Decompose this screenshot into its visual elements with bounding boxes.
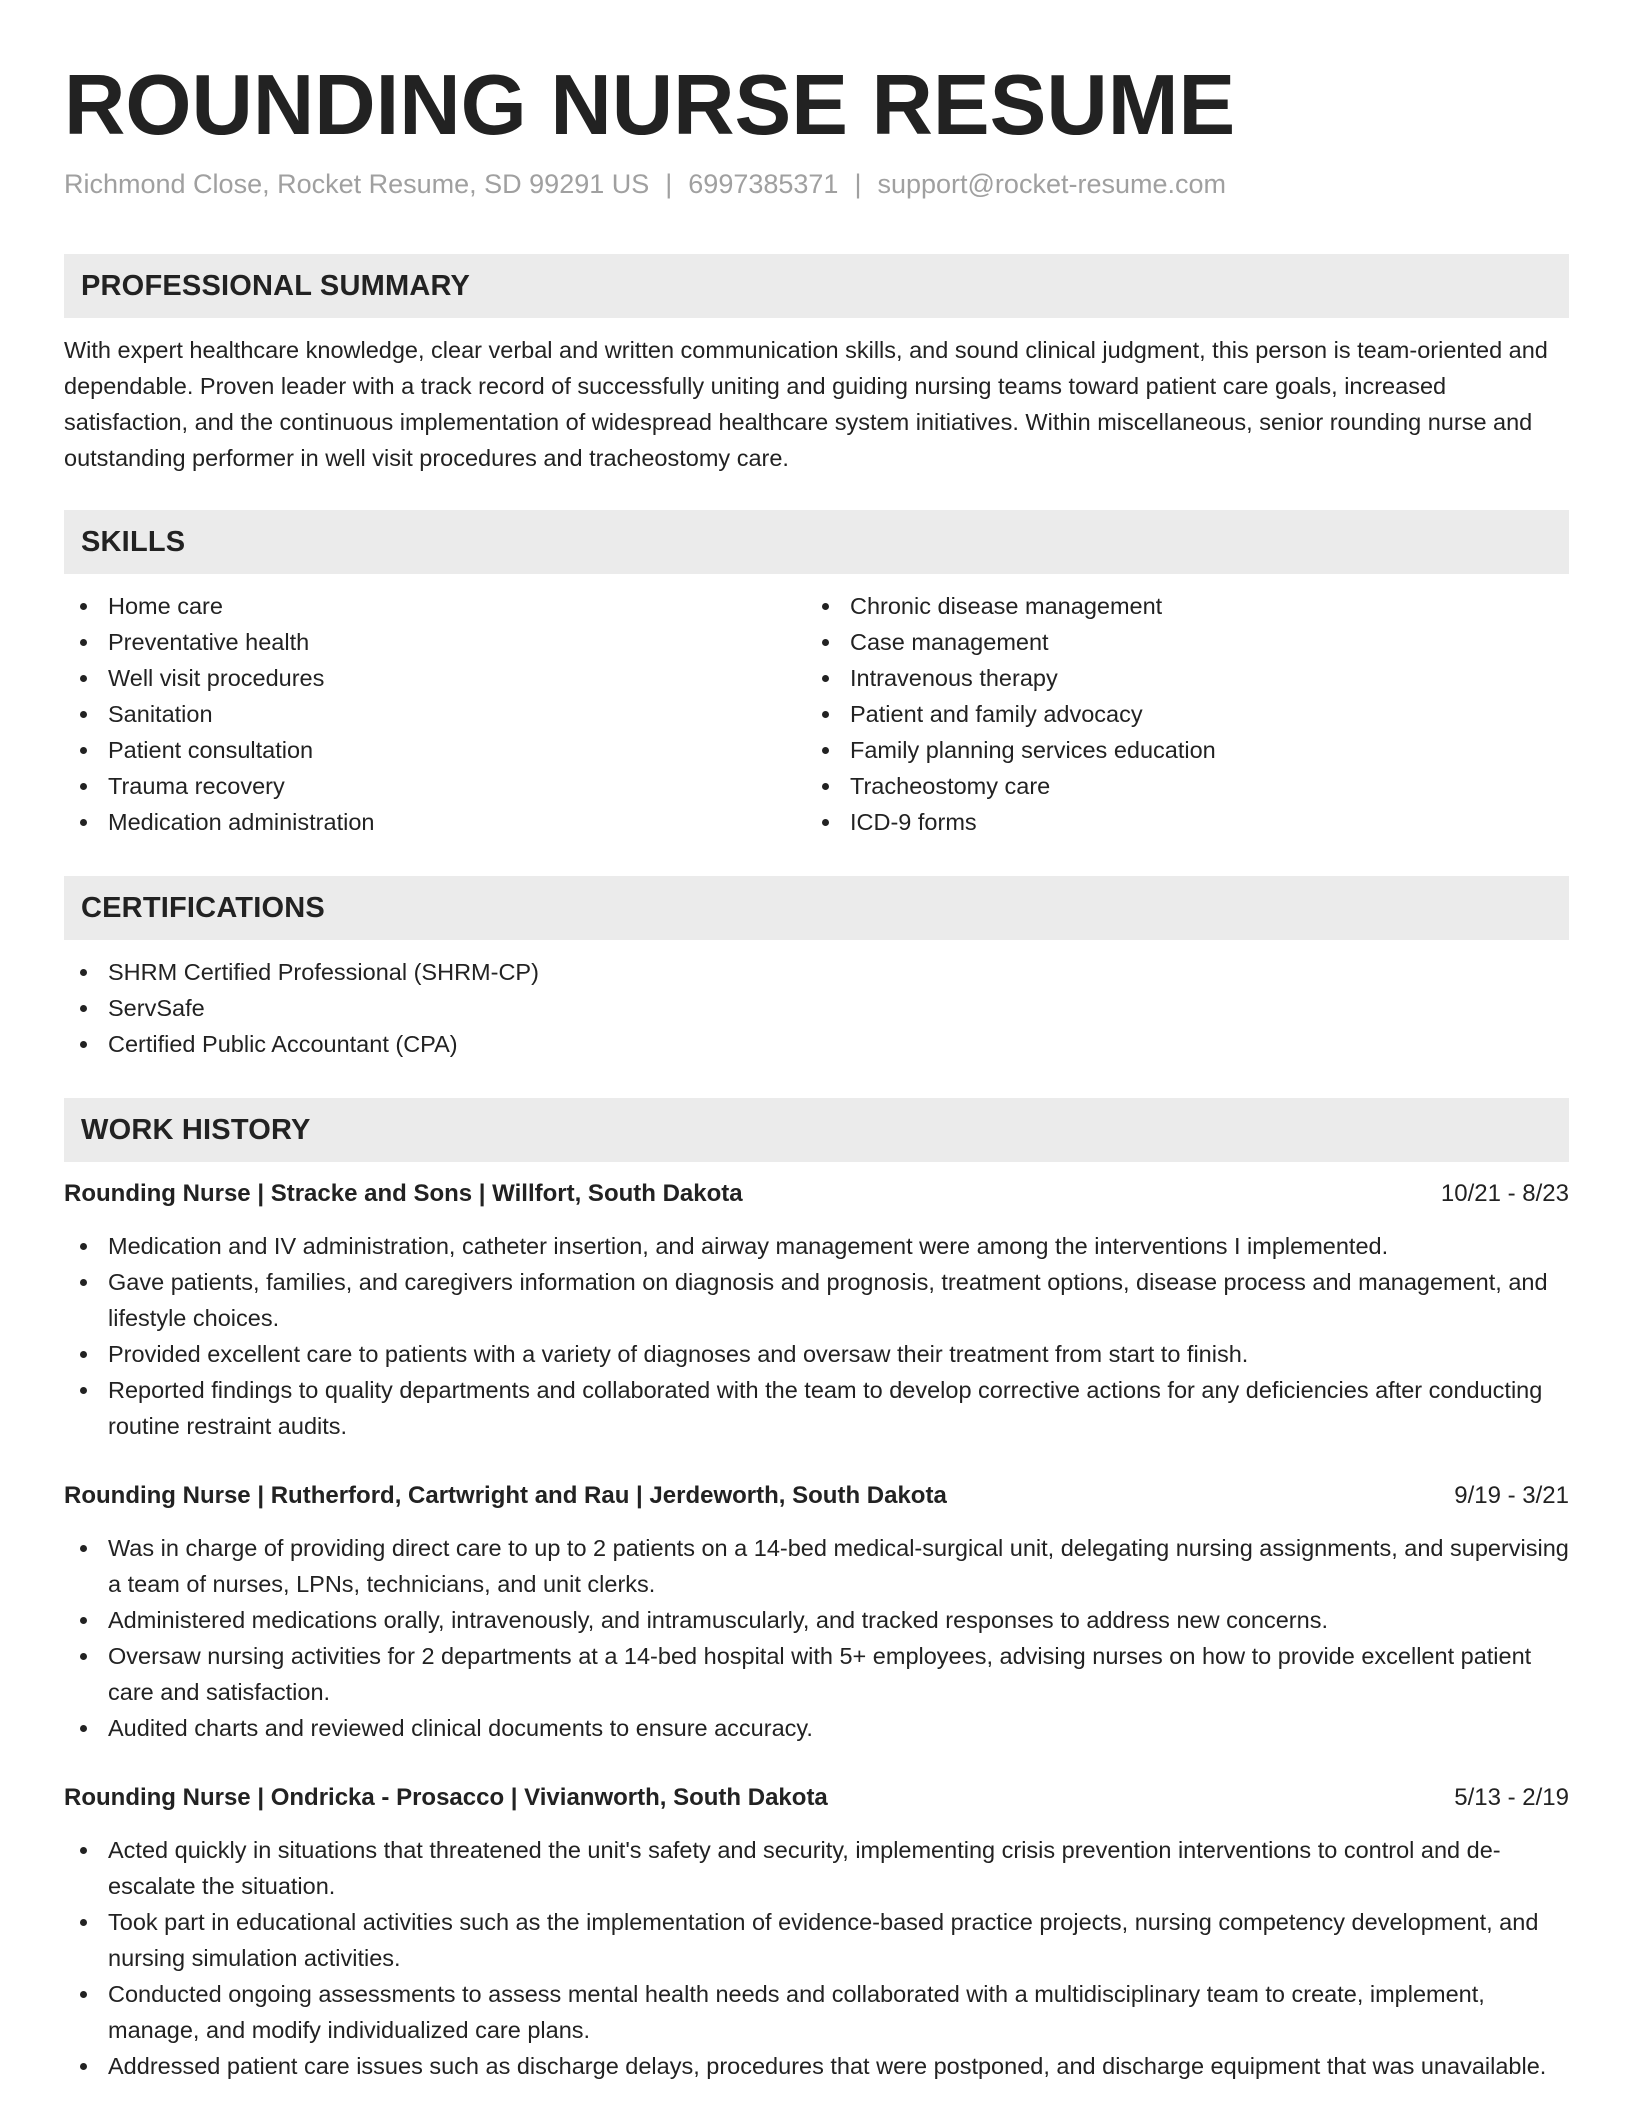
job-bullets (64, 1228, 1569, 1444)
skill-item: Chronic disease management (806, 588, 1548, 624)
contact-line (64, 166, 1226, 202)
job-entry (64, 1780, 1569, 2084)
job-bullet: Gave patients, families, and caregivers information on diagnosis and prognosis, treatment options, disease process and management, and lifestyle choices. (64, 1264, 1569, 1336)
summary-heading: PROFESSIONAL SUMMARY (64, 254, 1569, 318)
skill-item: Intravenous therapy (806, 660, 1548, 696)
certifications-heading: CERTIFICATIONS (64, 876, 1569, 940)
job-header (64, 1780, 1569, 1816)
certification-item: Certified Public Accountant (CPA) (64, 1026, 1569, 1062)
job-bullet: Administered medications orally, intravenously, and intramuscularly, and tracked responses to address new concerns. (64, 1602, 1569, 1638)
skill-item: Home care (64, 588, 806, 624)
certifications-section (64, 876, 1569, 1062)
work-history-section (64, 1098, 1569, 2084)
certification-item: ServSafe (64, 990, 1569, 1026)
certifications-list (64, 954, 1569, 1062)
contact-separator: | (665, 169, 673, 199)
skills-list-right (806, 588, 1548, 840)
skill-item: Well visit procedures (64, 660, 806, 696)
job-bullets (64, 1832, 1569, 2084)
skills-grid (64, 588, 1569, 840)
job-entry (64, 1478, 1569, 1746)
job-bullet: Took part in educational activities such as the implementation of evidence-based practice projects, nursing competency development, and nursing simulation activities. (64, 1904, 1569, 1976)
job-header (64, 1176, 1569, 1212)
skill-item: ICD-9 forms (806, 804, 1548, 840)
summary-text: With expert healthcare knowledge, clear verbal and written communication skills, and sound clinical judgment, this person is team-oriented and dependable. Proven leader with a track record of successfully uniting and guiding nursing teams toward patient care goals, increased satisfaction, and the continuous implementation of widespread healthcare system initiatives. Within miscellaneous, senior rounding nurse and outstanding performer in well visit procedures and tracheostomy care. (64, 337, 1548, 471)
job-title: Rounding Nurse | Ondricka - Prosacco | Vivianworth, South Dakota (64, 1784, 828, 1811)
job-bullet: Audited charts and reviewed clinical documents to ensure accuracy. (64, 1710, 1569, 1746)
job-bullets (64, 1530, 1569, 1746)
contact-separator: | (854, 169, 862, 199)
job-header (64, 1478, 1569, 1514)
skill-item: Medication administration (64, 804, 806, 840)
skill-item: Family planning services education (806, 732, 1548, 768)
contact-email: support@rocket-resume.com (877, 169, 1226, 199)
job-bullet: Was in charge of providing direct care to up to 2 patients on a 14-bed medical-surgical unit, delegating nursing assignments, and supervising a team of nurses, LPNs, technicians, and unit clerks. (64, 1530, 1569, 1602)
job-bullet: Addressed patient care issues such as discharge delays, procedures that were postponed, and discharge equipment that was unavailable. (64, 2048, 1569, 2084)
job-title: Rounding Nurse | Rutherford, Cartwright and Rau | Jerdeworth, South Dakota (64, 1482, 947, 1509)
job-bullet: Reported findings to quality departments and collaborated with the team to develop corrective actions for any deficiencies after conducting routine restraint audits. (64, 1372, 1569, 1444)
skills-heading: SKILLS (64, 510, 1569, 574)
job-bullet: Medication and IV administration, catheter insertion, and airway management were among the interventions I implemented. (64, 1228, 1569, 1264)
skill-item: Patient and family advocacy (806, 696, 1548, 732)
resume-title: ROUNDING NURSE RESUME (64, 58, 1236, 153)
skill-item: Case management (806, 624, 1548, 660)
job-bullet: Conducted ongoing assessments to assess mental health needs and collaborated with a multidisciplinary team to create, implement, manage, and modify individualized care plans. (64, 1976, 1569, 2048)
job-bullet: Acted quickly in situations that threatened the unit's safety and security, implementing crisis prevention interventions to control and de-escalate the situation. (64, 1832, 1569, 1904)
work-history-heading: WORK HISTORY (64, 1098, 1569, 1162)
certification-item: SHRM Certified Professional (SHRM-CP) (64, 954, 1569, 990)
job-dates: 5/13 - 2/19 (1454, 1784, 1569, 1811)
contact-address: Richmond Close, Rocket Resume, SD 99291 US (64, 169, 650, 199)
job-bullet: Oversaw nursing activities for 2 departments at a 14-bed hospital with 5+ employees, advising nurses on how to provide excellent patient care and satisfaction. (64, 1638, 1569, 1710)
skill-item: Tracheostomy care (806, 768, 1548, 804)
skill-item: Sanitation (64, 696, 806, 732)
summary-section (64, 254, 1569, 476)
skills-list-left (64, 588, 806, 840)
skill-item: Patient consultation (64, 732, 806, 768)
skills-section (64, 510, 1569, 840)
job-title: Rounding Nurse | Stracke and Sons | Willfort, South Dakota (64, 1180, 743, 1207)
contact-phone: 6997385371 (688, 169, 839, 199)
job-bullet: Provided excellent care to patients with a variety of diagnoses and oversaw their treatment from start to finish. (64, 1336, 1569, 1372)
job-dates: 9/19 - 3/21 (1454, 1482, 1569, 1509)
skill-item: Trauma recovery (64, 768, 806, 804)
job-dates: 10/21 - 8/23 (1440, 1180, 1569, 1207)
job-entry (64, 1176, 1569, 1444)
skill-item: Preventative health (64, 624, 806, 660)
